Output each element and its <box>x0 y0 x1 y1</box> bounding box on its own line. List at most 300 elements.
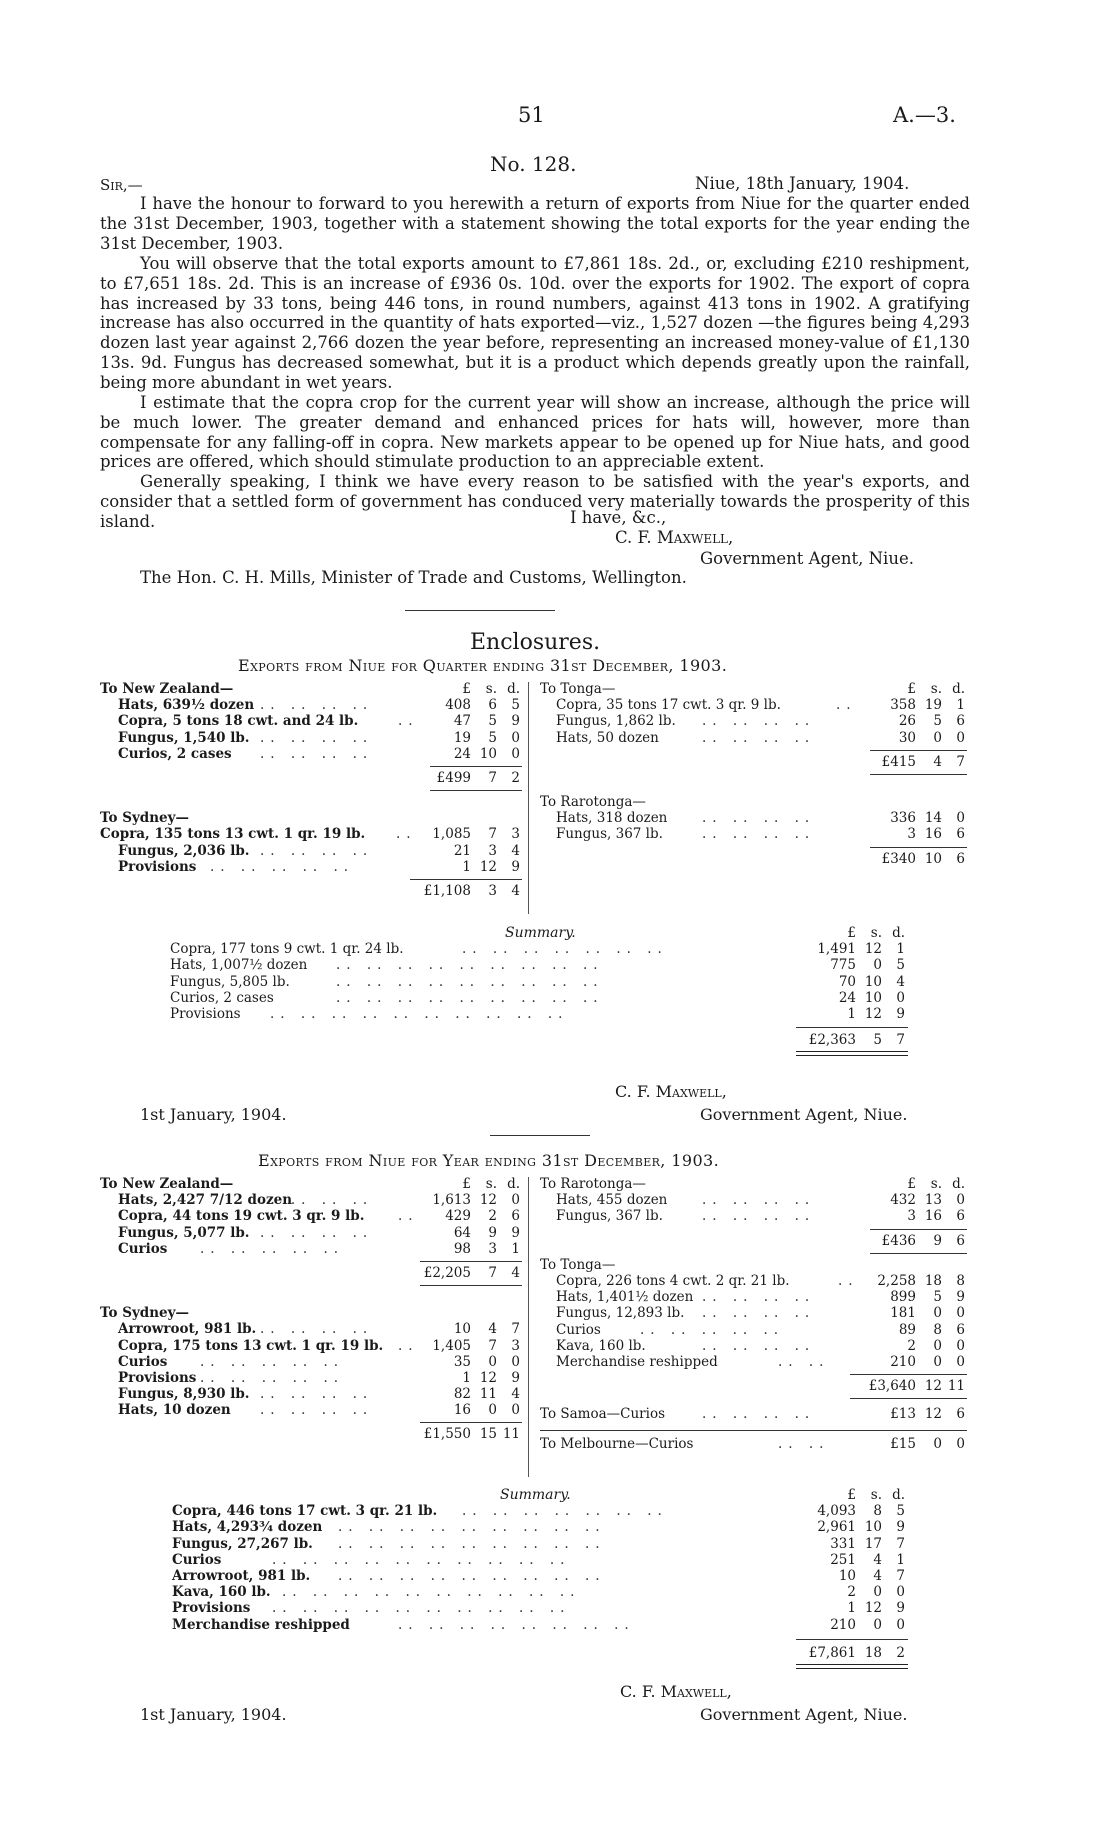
row-pounds: 2 <box>907 1337 916 1354</box>
table-row: Hats, 4,293¾ dozen .. .. .. .. .. .. .. .. .. 2,961 10 9 <box>172 1519 905 1536</box>
row-label: Copra, 175 tons 13 cwt. 1 qr. 19 lb. <box>118 1337 384 1354</box>
letter-number: No. 128. <box>490 152 577 176</box>
row-pounds: 1 <box>462 1369 471 1386</box>
table-row: Copra, 446 tons 17 cwt. 3 qr. 21 lb. .. .. .. .. .. .. .. 4,093 8 5 <box>172 1503 905 1520</box>
quarter-right-table <box>540 681 970 867</box>
table-row: Merchandise reshipped .. .. 210 0 0 <box>556 1353 965 1370</box>
row-pence: 8 <box>956 1272 965 1289</box>
row-pence: 4 <box>511 1386 520 1403</box>
row-pence: 9 <box>896 1519 905 1536</box>
row-shillings: 12 <box>864 1600 882 1617</box>
row-label: Hats, 2,427 7/12 dozen <box>118 1192 293 1209</box>
row-shillings: 10 <box>864 989 882 1006</box>
table-row: Fungus, 367 lb. .. .. .. .. 3 16 6 <box>556 1208 965 1225</box>
row-shillings: 3 <box>488 842 497 859</box>
row-label: Copra, 177 tons 9 cwt. 1 qr. 24 lb. <box>170 941 404 958</box>
row-pounds: 336 <box>890 810 916 827</box>
row-pounds: 408 <box>445 697 471 714</box>
row-label: Fungus, 1,540 lb. <box>118 729 250 746</box>
year-date: 1st January, 1904. <box>140 1705 287 1724</box>
row-pence: 6 <box>956 1321 965 1338</box>
total-pence: 6 <box>956 1232 965 1249</box>
row-label: Hats, 4,293¾ dozen <box>172 1519 323 1536</box>
row-pence: 6 <box>956 1208 965 1225</box>
table-row: Fungus, 1,862 lb. .. .. .. .. 26 5 6 <box>556 713 965 730</box>
total-pence: 2 <box>511 769 520 786</box>
row-shillings: 10 <box>479 745 497 762</box>
row-pence: 6 <box>956 1406 965 1423</box>
table-row: Fungus, 12,893 lb. .. .. .. .. 181 0 0 <box>556 1305 965 1322</box>
total-pounds: £7,861 <box>808 1644 856 1661</box>
row-shillings: 7 <box>488 826 497 843</box>
row-pounds: 1 <box>847 1005 856 1022</box>
table-row: Hats, 10 dozen .. .. .. .. 16 0 0 <box>118 1402 520 1419</box>
row-label: Fungus, 5,805 lb. <box>170 973 290 990</box>
row-label: Merchandise reshipped <box>556 1353 718 1370</box>
row-pence: 0 <box>511 1402 520 1419</box>
table-row-total <box>170 1032 910 1048</box>
row-pounds: 64 <box>453 1224 471 1241</box>
row-pounds: 251 <box>830 1551 856 1568</box>
letter-paragraph-4: Generally speaking, I think we have every reason to be satisfied with the year's exports, and consider that a settled form of government has conduced very materially towards the prosperity of this island. <box>100 472 970 531</box>
table-row: Fungus, 8,930 lb. .. .. .. .. 82 11 4 <box>118 1386 520 1403</box>
row-shillings: 12 <box>479 858 497 875</box>
row-shillings: 13 <box>924 1192 942 1209</box>
document-reference: A.—3. <box>893 103 956 127</box>
row-pence: 7 <box>896 1535 905 1552</box>
total-pence: 4 <box>511 882 520 899</box>
row-pounds: 1 <box>462 858 471 875</box>
table-row: Hats, 50 dozen .. .. .. .. 30 0 0 <box>556 729 965 746</box>
row-pounds: 10 <box>838 1567 856 1584</box>
currency-pounds: £ <box>907 1176 916 1192</box>
row-label: Copra, 226 tons 4 cwt. 2 qr. 21 lb. <box>556 1272 790 1289</box>
row-pence: 1 <box>511 1240 520 1257</box>
quarter-tonga-heading: To Tonga— <box>540 681 616 697</box>
table-row: Kava, 160 lb. .. .. .. .. .. .. .. .. .. .. 2 0 0 <box>172 1584 905 1601</box>
table-row: Merchandise reshipped .. .. .. .. .. .. .. .. 210 0 0 <box>172 1616 905 1633</box>
currency-shillings: s. <box>930 681 942 697</box>
table-row-total <box>540 851 970 867</box>
year-left-table <box>100 1176 525 1443</box>
row-shillings: 4 <box>873 1567 882 1584</box>
row-pounds: 1,491 <box>817 941 856 958</box>
row-pence: 9 <box>896 1600 905 1617</box>
row-shillings: 5 <box>488 729 497 746</box>
year-title: Exports from Niue for Year ending 31st December, 1903. <box>258 1151 720 1170</box>
table-row: Copra, 44 tons 19 cwt. 3 qr. 9 lb. .. 429 2 6 <box>118 1208 520 1225</box>
row-shillings: 0 <box>933 1436 942 1453</box>
row-shillings: 4 <box>488 1321 497 1338</box>
row-pence: 1 <box>896 1551 905 1568</box>
row-label: Fungus, 2,036 lb. <box>118 842 250 859</box>
row-pounds: 429 <box>445 1208 471 1225</box>
row-pounds: £15 <box>890 1436 916 1453</box>
row-pounds: 1,613 <box>432 1192 471 1209</box>
quarter-signature: C. F. Maxwell, <box>615 1082 727 1101</box>
row-pence: 0 <box>511 1192 520 1209</box>
quarter-summary-table <box>170 925 910 1056</box>
row-shillings: 18 <box>924 1272 942 1289</box>
currency-pence: d. <box>507 681 520 697</box>
year-column-divider <box>528 1177 529 1477</box>
total-pounds: £1,108 <box>423 882 471 899</box>
row-pounds: 24 <box>838 989 856 1006</box>
row-shillings: 0 <box>933 1353 942 1370</box>
row-pounds: 1,405 <box>432 1337 471 1354</box>
total-shillings: 15 <box>479 1426 497 1443</box>
table-row: Copra, 135 tons 13 cwt. 1 qr. 19 lb. .. 1,085 7 3 <box>100 826 520 843</box>
row-label: Fungus, 1,862 lb. <box>556 713 676 730</box>
table-row: Fungus, 5,077 lb. .. .. .. .. 64 9 9 <box>118 1224 520 1241</box>
row-label: Fungus, 5,077 lb. <box>118 1224 250 1241</box>
row-pounds: 16 <box>453 1402 471 1419</box>
row-shillings: 0 <box>873 957 882 974</box>
year-signature-title: Government Agent, Niue. <box>700 1705 908 1724</box>
row-shillings: 5 <box>933 1289 942 1306</box>
row-label: Curios <box>556 1321 601 1338</box>
place-date: Niue, 18th January, 1904. <box>695 174 910 193</box>
row-shillings: 0 <box>488 1402 497 1419</box>
quarter-rarotonga-heading: To Rarotonga— <box>540 793 646 810</box>
row-pounds: 775 <box>830 957 856 974</box>
currency-pounds: £ <box>462 1176 471 1192</box>
row-shillings: 9 <box>488 1224 497 1241</box>
row-shillings: 0 <box>873 1616 882 1633</box>
row-shillings: 6 <box>488 697 497 714</box>
row-pounds: 98 <box>453 1240 471 1257</box>
row-label: Fungus, 27,267 lb. <box>172 1535 313 1552</box>
salutation: Sir,— <box>100 176 143 194</box>
quarter-nz-heading: To New Zealand— <box>100 681 234 697</box>
row-shillings: 8 <box>873 1503 882 1520</box>
currency-pence: d. <box>892 925 905 941</box>
quarter-left-table <box>100 681 525 899</box>
row-shillings: 2 <box>488 1208 497 1225</box>
table-row: To Samoa—Curios .. .. .. .. £13 12 6 <box>540 1406 965 1423</box>
row-shillings: 0 <box>933 729 942 746</box>
row-label: Provisions <box>172 1600 251 1617</box>
row-pounds: 4,093 <box>817 1503 856 1520</box>
table-row: Fungus, 367 lb. .. .. .. .. 3 16 6 <box>556 826 965 843</box>
row-shillings: 5 <box>488 713 497 730</box>
total-pounds: £1,550 <box>423 1426 471 1443</box>
row-pence: 0 <box>956 810 965 827</box>
currency-pounds: £ <box>847 925 856 941</box>
page-number: 51 <box>518 103 545 127</box>
table-row: Provisions .. .. .. .. .. .. .. .. .. .. 1 12 9 <box>170 1005 905 1022</box>
row-pounds: 82 <box>453 1386 471 1403</box>
row-pounds: 47 <box>453 713 471 730</box>
year-signature: C. F. Maxwell, <box>620 1682 732 1701</box>
year-summary-title: Summary. <box>500 1487 571 1503</box>
row-label: Provisions <box>118 1369 197 1386</box>
row-label: Hats, 10 dozen <box>118 1402 231 1419</box>
table-row-total <box>100 1265 525 1281</box>
letter-paragraph-1: I have the honour to forward to you herewith a return of exports from Niue for the quarter ended the 31st December, 1903, together with a statement showing the total exports for the year ending the 31st December, 1903. <box>100 194 970 253</box>
row-pence: 9 <box>511 858 520 875</box>
table-row-total <box>172 1645 912 1661</box>
table-row: Fungus, 2,036 lb. .. .. .. .. 21 3 4 <box>118 842 520 859</box>
total-shillings: 18 <box>864 1644 882 1661</box>
letter-paragraph-3: I estimate that the copra crop for the current year will show an increase, although the price will be much lower. The greater demand and enhanced prices for hats will, however, more than compensate for any falling-off in copra. New markets appear to be opened up for Niue hats, and good prices are offered, which should stimulate production to an appreciable extent. <box>100 393 970 472</box>
row-pounds: 181 <box>890 1305 916 1322</box>
signature: C. F. Maxwell, <box>615 528 734 547</box>
row-pence: 0 <box>511 1353 520 1370</box>
row-pence: 0 <box>956 1337 965 1354</box>
row-label: Hats, 1,401½ dozen <box>556 1289 694 1306</box>
row-pounds: 3 <box>907 1208 916 1225</box>
row-pence: 9 <box>511 713 520 730</box>
row-pounds: 3 <box>907 826 916 843</box>
total-pounds: £2,363 <box>808 1032 856 1049</box>
table-row: Hats, 1,401½ dozen .. .. .. .. 899 5 9 <box>556 1289 965 1306</box>
row-pounds: 432 <box>890 1192 916 1209</box>
row-label: Merchandise reshipped <box>172 1616 350 1633</box>
signature-title: Government Agent, Niue. <box>700 549 914 568</box>
row-pounds: 26 <box>898 713 916 730</box>
samoa-label: To Samoa—Curios <box>540 1406 666 1423</box>
table-row: Provisions .. .. .. .. .. .. .. .. .. .. 1 12 9 <box>172 1600 905 1617</box>
currency-pence: d. <box>892 1487 905 1503</box>
total-pounds: £340 <box>881 850 916 867</box>
table-row: Hats, 2,427 7/12 dozen .. .. .. .. 1,613 12 0 <box>118 1192 520 1209</box>
total-shillings: 5 <box>873 1032 882 1049</box>
row-label: Hats, 639½ dozen <box>118 697 255 714</box>
row-pence: 9 <box>956 1289 965 1306</box>
row-label: Copra, 446 tons 17 cwt. 3 qr. 21 lb. <box>172 1503 438 1520</box>
row-shillings: 16 <box>924 826 942 843</box>
table-row: Arrowroot, 981 lb. .. .. .. .. .. .. .. .. .. 10 4 7 <box>172 1567 905 1584</box>
row-shillings: 12 <box>864 1005 882 1022</box>
closing: I have, &c., <box>570 508 667 527</box>
row-label: Kava, 160 lb. <box>172 1584 271 1601</box>
currency-pounds: £ <box>847 1487 856 1503</box>
row-label: Hats, 1,007½ dozen <box>170 957 308 974</box>
row-label: Kava, 160 lb. <box>556 1337 646 1354</box>
row-pence: 6 <box>956 826 965 843</box>
row-pence: 0 <box>956 1192 965 1209</box>
table-row: Copra, 226 tons 4 cwt. 2 qr. 21 lb. .. 2,258 18 8 <box>556 1272 965 1289</box>
row-pence: 3 <box>511 1337 520 1354</box>
addressee: The Hon. C. H. Mills, Minister of Trade and Customs, Wellington. <box>140 568 687 587</box>
row-pounds: 19 <box>453 729 471 746</box>
row-label: Curios, 2 cases <box>170 989 274 1006</box>
row-shillings: 14 <box>924 810 942 827</box>
row-label: Arrowroot, 981 lb. <box>118 1321 257 1338</box>
table-row: Fungus, 5,805 lb. .. .. .. .. .. .. .. .. .. 70 10 4 <box>170 973 905 990</box>
row-pence: 7 <box>896 1567 905 1584</box>
row-pounds: 10 <box>453 1321 471 1338</box>
table-row: Curios .. .. .. .. .. 89 8 6 <box>556 1321 965 1338</box>
row-label: Hats, 50 dozen <box>556 729 659 746</box>
row-shillings: 8 <box>933 1321 942 1338</box>
total-shillings: 10 <box>924 850 942 867</box>
row-shillings: 0 <box>933 1337 942 1354</box>
table-row: Copra, 177 tons 9 cwt. 1 qr. 24 lb. .. .. .. .. .. .. .. 1,491 12 1 <box>170 941 905 958</box>
quarter-signature-title: Government Agent, Niue. <box>700 1105 908 1124</box>
row-pence: 5 <box>896 1503 905 1520</box>
row-pounds: 210 <box>890 1353 916 1370</box>
total-pounds: £436 <box>881 1232 916 1249</box>
table-row: Copra, 175 tons 13 cwt. 1 qr. 19 lb. .. 1,405 7 3 <box>118 1337 520 1354</box>
row-pence: 0 <box>511 729 520 746</box>
row-pence: 0 <box>896 1584 905 1601</box>
row-shillings: 4 <box>873 1551 882 1568</box>
row-shillings: 12 <box>479 1192 497 1209</box>
row-label: Copra, 135 tons 13 cwt. 1 qr. 19 lb. <box>100 826 366 843</box>
row-pence: 5 <box>511 697 520 714</box>
row-shillings: 10 <box>864 973 882 990</box>
year-summary-table <box>172 1487 912 1669</box>
row-shillings: 10 <box>864 1519 882 1536</box>
row-shillings: 19 <box>924 697 942 714</box>
row-shillings: 12 <box>924 1406 942 1423</box>
row-pounds: 358 <box>890 697 916 714</box>
table-row-total <box>100 1426 525 1442</box>
enclosures-title: Enclosures. <box>470 630 601 655</box>
row-pence: 0 <box>896 1616 905 1633</box>
row-pence: 5 <box>896 957 905 974</box>
total-shillings: 4 <box>933 753 942 770</box>
row-shillings: 5 <box>933 713 942 730</box>
table-row: Provisions .. .. .. .. .. 1 12 9 <box>118 1369 520 1386</box>
table-row: Hats, 639½ dozen .. .. .. .. 408 6 5 <box>118 697 520 714</box>
total-pence: 2 <box>896 1644 905 1661</box>
row-pounds: 35 <box>453 1353 471 1370</box>
row-pounds: 70 <box>838 973 856 990</box>
table-row: Copra, 35 tons 17 cwt. 3 qr. 9 lb. .. 358 19 1 <box>556 697 965 714</box>
row-pounds: 21 <box>453 842 471 859</box>
row-label: Provisions <box>170 1005 241 1022</box>
row-label: Fungus, 8,930 lb. <box>118 1386 250 1403</box>
table-row-total <box>540 1378 970 1394</box>
currency-shillings: s. <box>485 681 497 697</box>
row-pence: 0 <box>956 729 965 746</box>
quarter-title: Exports from Niue for Quarter ending 31st December, 1903. <box>238 656 728 675</box>
table-row: Curios, 2 cases .. .. .. .. .. .. .. .. .. 24 10 0 <box>170 989 905 1006</box>
row-label: Provisions <box>118 858 197 875</box>
total-pence: 11 <box>502 1426 520 1443</box>
currency-shillings: s. <box>930 1176 942 1192</box>
quarter-column-divider <box>528 682 529 914</box>
table-row: Provisions .. .. .. .. .. 1 12 9 <box>118 858 520 875</box>
table-row: Fungus, 1,540 lb. .. .. .. .. 19 5 0 <box>118 729 520 746</box>
total-shillings: 7 <box>488 1264 497 1281</box>
total-pence: 4 <box>511 1264 520 1281</box>
total-shillings: 3 <box>488 882 497 899</box>
currency-pence: d. <box>507 1176 520 1192</box>
row-pence: 6 <box>956 713 965 730</box>
row-pence: 0 <box>956 1436 965 1453</box>
total-shillings: 12 <box>924 1378 942 1395</box>
row-pounds: 2,258 <box>877 1272 916 1289</box>
row-shillings: 12 <box>479 1369 497 1386</box>
total-shillings: 9 <box>933 1232 942 1249</box>
total-pounds: £499 <box>436 769 471 786</box>
currency-pence: d. <box>952 681 965 697</box>
row-pence: 9 <box>896 1005 905 1022</box>
row-pounds: 1,085 <box>432 826 471 843</box>
row-label: Fungus, 12,893 lb. <box>556 1305 685 1322</box>
row-label: Copra, 44 tons 19 cwt. 3 qr. 9 lb. <box>118 1208 365 1225</box>
row-pence: 0 <box>956 1353 965 1370</box>
section-divider <box>490 1135 590 1136</box>
row-label: Curios, 2 cases <box>118 745 232 762</box>
row-pounds: 1 <box>847 1600 856 1617</box>
row-pounds: 24 <box>453 745 471 762</box>
row-label: Copra, 35 tons 17 cwt. 3 qr. 9 lb. <box>556 697 781 714</box>
table-row: Curios .. .. .. .. .. 98 3 1 <box>118 1240 520 1257</box>
total-pence: 7 <box>956 753 965 770</box>
total-pounds: £2,205 <box>423 1264 471 1281</box>
row-shillings: 7 <box>488 1337 497 1354</box>
table-row-total <box>540 754 970 770</box>
row-pence: 0 <box>956 1305 965 1322</box>
row-shillings: 0 <box>488 1353 497 1370</box>
total-pounds: £415 <box>881 753 916 770</box>
row-pence: 9 <box>511 1224 520 1241</box>
row-pounds: 331 <box>830 1535 856 1552</box>
table-row: Curios, 2 cases .. .. .. .. 24 10 0 <box>118 745 520 762</box>
table-row: Arrowroot, 981 lb. .. .. .. .. 10 4 7 <box>118 1321 520 1338</box>
year-sydney-heading: To Sydney— <box>100 1305 189 1322</box>
row-pence: 4 <box>511 842 520 859</box>
currency-shillings: s. <box>485 1176 497 1192</box>
row-pounds: 89 <box>898 1321 916 1338</box>
currency-pence: d. <box>952 1176 965 1192</box>
row-label: Hats, 455 dozen <box>556 1192 668 1209</box>
total-pounds: £3,640 <box>868 1378 916 1395</box>
currency-pounds: £ <box>907 681 916 697</box>
melbourne-label: To Melbourne—Curios <box>540 1436 694 1453</box>
table-row: Hats, 1,007½ dozen .. .. .. .. .. .. .. .. .. 775 0 5 <box>170 957 905 974</box>
table-row-total <box>540 1233 970 1249</box>
row-pence: 4 <box>896 973 905 990</box>
row-shillings: 17 <box>864 1535 882 1552</box>
row-shillings: 12 <box>864 941 882 958</box>
row-pounds: 210 <box>830 1616 856 1633</box>
table-row-total <box>100 883 525 899</box>
total-pence: 7 <box>896 1032 905 1049</box>
row-pounds: 2,961 <box>817 1519 856 1536</box>
row-pence: 7 <box>511 1321 520 1338</box>
table-row: Copra, 5 tons 18 cwt. and 24 lb. .. 47 5 9 <box>118 713 520 730</box>
row-pence: 9 <box>511 1369 520 1386</box>
total-pence: 6 <box>956 850 965 867</box>
year-tonga-heading: To Tonga— <box>540 1256 616 1273</box>
year-nz-heading: To New Zealand— <box>100 1176 234 1192</box>
table-row: Curios .. .. .. .. .. 35 0 0 <box>118 1353 520 1370</box>
letter-paragraph-2: You will observe that the total exports amount to £7,861 18s. 2d., or, excluding £210 reshipment, to £7,651 18s. 2d. This is an increase of £936 0s. 10d. over the exports for 1902. The export of copra has increased by 33 tons, being 446 tons, in round numbers, against 413 tons in 1902. A gratifying increase has also occurred in the quantity of hats exported—viz., 1,527 dozen —the figures being 4,293 dozen last year against 2,766 dozen the year before, representing an increased money-value of £1,130 13s. 9d. Fungus has decreased somewhat, but it is a product which depends greatly upon the rainfall, being more abundant in wet years. <box>100 254 970 392</box>
row-shillings: 3 <box>488 1240 497 1257</box>
row-pounds: 2 <box>847 1584 856 1601</box>
row-label: Hats, 318 dozen <box>556 810 668 827</box>
section-divider <box>405 610 555 611</box>
row-pence: 0 <box>896 989 905 1006</box>
table-row: To Melbourne—Curios .. .. £15 0 0 <box>540 1436 965 1453</box>
total-shillings: 7 <box>488 769 497 786</box>
table-row: Fungus, 27,267 lb. .. .. .. .. .. .. .. .. .. 331 17 7 <box>172 1535 905 1552</box>
currency-shillings: s. <box>870 925 882 941</box>
table-row: Hats, 455 dozen .. .. .. .. 432 13 0 <box>556 1192 965 1209</box>
row-pence: 6 <box>511 1208 520 1225</box>
row-shillings: 0 <box>933 1305 942 1322</box>
year-rarotonga-heading: To Rarotonga— <box>540 1176 646 1192</box>
year-right-table <box>540 1176 970 1456</box>
total-pence: 11 <box>947 1378 965 1395</box>
row-pence: 1 <box>956 697 965 714</box>
